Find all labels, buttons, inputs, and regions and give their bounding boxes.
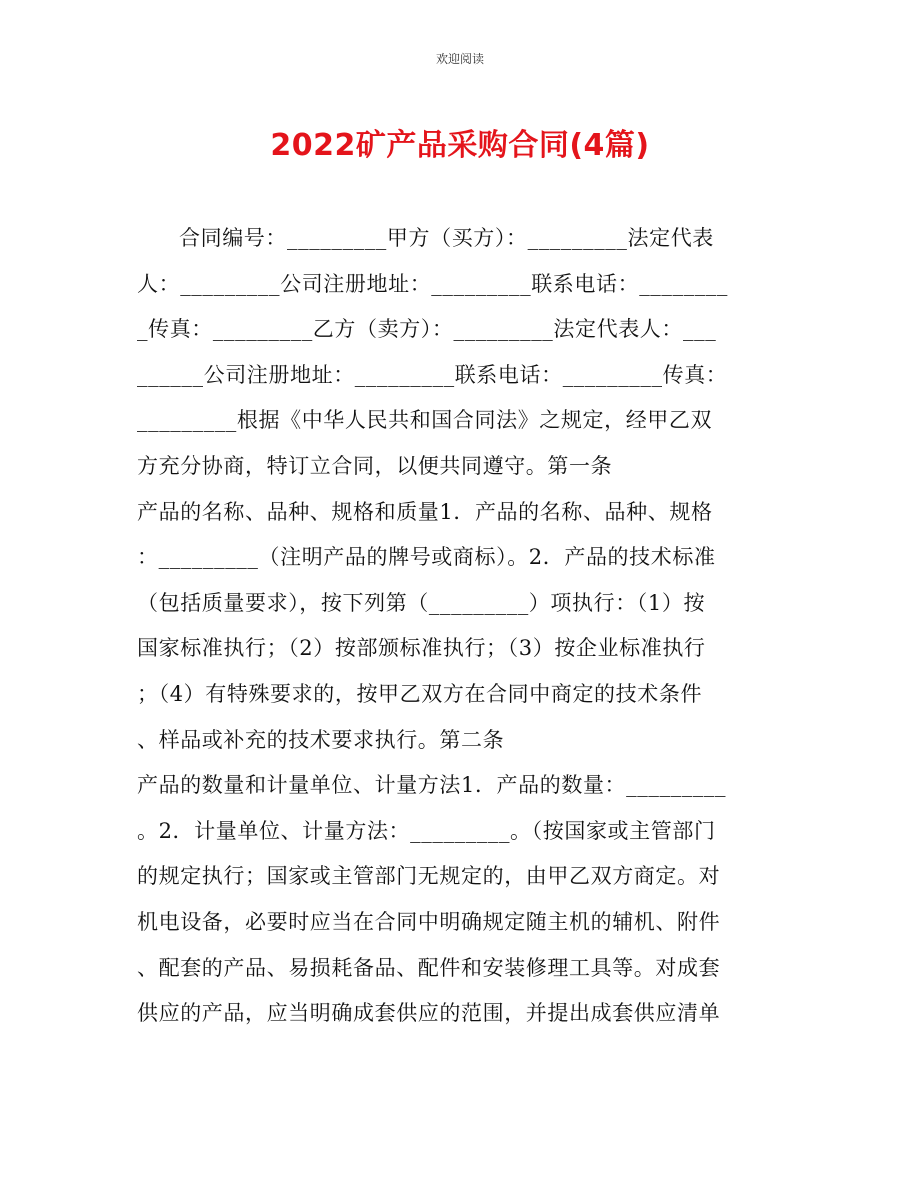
body-line: 方充分协商，特订立合同，以便共同遵守。第一条 (137, 453, 613, 478)
body-line: 、配套的产品、易损耗备品、配件和安装修理工具等。对成套 (137, 955, 721, 980)
body-line: 的规定执行；国家或主管部门无规定的，由甲乙双方商定。对 (137, 864, 721, 889)
body-line: 机电设备，必要时应当在合同中明确规定随主机的辅机、附件 (137, 909, 721, 934)
document-title: 2022矿产品采购合同(4篇) (270, 128, 650, 163)
body-line: 。2．计量单位、计量方法：_________。（按国家或主管部门 (137, 818, 716, 843)
contract-body (137, 216, 787, 1037)
body-line: 供应的产品，应当明确成套供应的范围，并提出成套供应清单 (137, 1001, 721, 1026)
body-line: 国家标准执行；（2）按部颁标准执行；（3）按企业标准执行 (137, 636, 706, 661)
body-line: 产品的数量和计量单位、计量方法1．产品的数量：_________ (137, 773, 727, 798)
body-line: ______公司注册地址：_________联系电话：_________传真： (137, 362, 728, 387)
body-line: 、样品或补充的技术要求执行。第二条 (137, 727, 505, 752)
header-note: 欢迎阅读 (435, 52, 484, 66)
body-line: （包括质量要求），按下列第（_________）项执行：（1）按 (137, 590, 706, 615)
body-line: 产品的名称、品种、规格和质量1．产品的名称、品种、规格 (137, 499, 713, 524)
body-line: 人：_________公司注册地址：_________联系电话：________ (137, 271, 728, 296)
body-line: ：_________（注明产品的牌号或商标）。2．产品的技术标准 (137, 545, 716, 570)
body-line: _传真：_________乙方（卖方）：_________法定代表人：___ (137, 317, 717, 342)
body-line: ；（4）有特殊要求的，按甲乙双方在合同中商定的技术条件 (137, 681, 703, 706)
body-line: 合同编号：_________甲方（买方）：_________法定代表 (179, 226, 714, 250)
body-line: _________根据《中华人民共和国合同法》之规定，经甲乙双 (137, 408, 713, 433)
